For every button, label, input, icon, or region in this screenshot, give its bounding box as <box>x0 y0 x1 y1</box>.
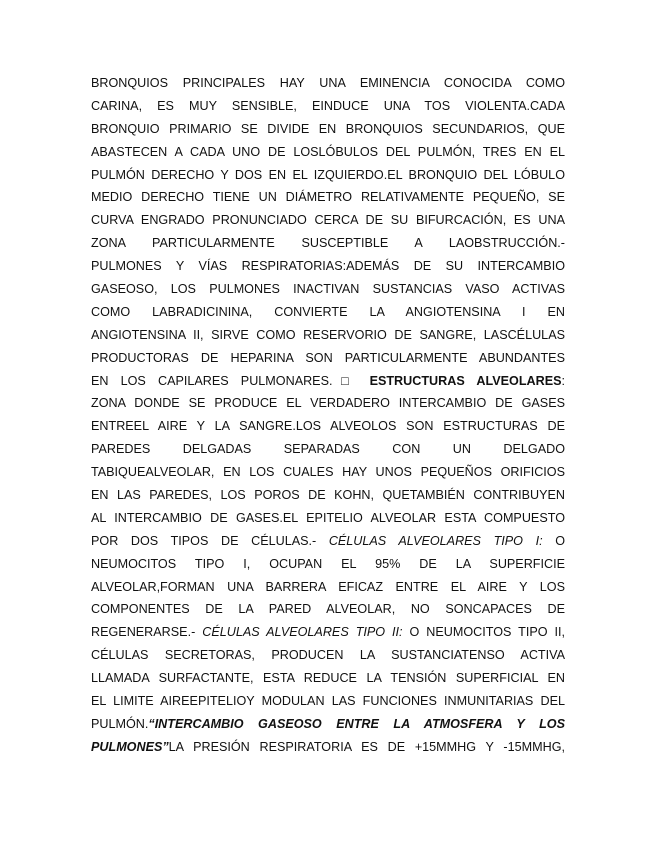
text-run: PULMÓN. <box>91 716 149 731</box>
text-line-intercambio-heading <box>91 713 565 736</box>
text-line: AL INTERCAMBIO DE GASES.EL EPITELIO ALVEOLAR ESTA COMPUESTO <box>91 510 565 525</box>
text-line: GASEOSO, LOS PULMONES INACTIVAN SUSTANCIAS VASO ACTIVAS <box>91 282 565 297</box>
text-line-heading-estructuras <box>91 370 565 393</box>
text-line: COMO LABRADICININA, CONVIERTE LA ANGIOTENSINA I EN <box>91 304 565 319</box>
text-line: PULMÓN DERECHO Y DOS EN EL IZQUIERDO.EL BRONQUIO DEL LÓBULO <box>91 167 565 182</box>
document-page <box>91 72 565 759</box>
text-line: MEDIO DERECHO TIENE UN DIÁMETRO RELATIVAMENTE PEQUEÑO, SE <box>91 190 565 205</box>
text-run: POR DOS TIPOS DE CÉLULAS.- <box>91 533 329 548</box>
text-line: EN LAS PAREDES, LOS POROS DE KOHN, QUETAMBIÉN CONTRIBUYEN <box>91 488 565 503</box>
text-line: LLAMADA SURFACTANTE, ESTA REDUCE LA TENSIÓN SUPERFICIAL EN <box>91 671 565 686</box>
text-line: CARINA, ES MUY SENSIBLE, EINDUCE UNA TOS VIOLENTA.CADA <box>91 98 565 113</box>
section-heading-estructuras-alveolares: ESTRUCTURAS ALVEOLARES <box>369 373 562 388</box>
italic-term-tipo-ii: CÉLULAS ALVEOLARES TIPO II: <box>202 625 403 640</box>
text-run: O NEUMOCITOS TIPO II, <box>402 625 565 640</box>
text-line: ZONA DONDE SE PRODUCE EL VERDADERO INTERCAMBIO DE GASES <box>91 396 565 411</box>
section-heading-intercambio-gaseoso: “INTERCAMBIO GASEOSO ENTRE LA ATMOSFERA Y LOS <box>148 716 565 731</box>
text-line: NEUMOCITOS TIPO I, OCUPAN EL 95% DE LA SUPERFICIE <box>91 556 565 571</box>
section-heading-pulmones: PULMONES” <box>91 739 169 754</box>
text-line-tipo-i <box>91 530 565 553</box>
text-run: : <box>561 373 565 388</box>
text-line-tipo-ii <box>91 621 565 644</box>
text-line: PAREDES DELGADAS SEPARADAS CON UN DELGADO <box>91 442 565 457</box>
text-run: REGENERARSE.- <box>91 625 203 640</box>
text-line: ANGIOTENSINA II, SIRVE COMO RESERVORIO DE SANGRE, LASCÉLULAS <box>91 327 565 342</box>
text-line: BRONQUIO PRIMARIO SE DIVIDE EN BRONQUIOS SECUNDARIOS, QUE <box>91 121 565 136</box>
text-line: TABIQUEALVEOLAR, EN LOS CUALES HAY UNOS PEQUEÑOS ORIFICIOS <box>91 465 565 480</box>
text-line: PRODUCTORAS DE HEPARINA SON PARTICULARMENTE ABUNDANTES <box>91 350 565 365</box>
text-line: CURVA ENGRADO PRONUNCIADO CERCA DE SU BIFURCACIÓN, ES UNA <box>91 213 565 228</box>
italic-term-tipo-i: CÉLULAS ALVEOLARES TIPO I: <box>328 533 543 548</box>
text-run: EN LOS CAPILARES PULMONARES. <box>91 373 333 388</box>
text-line: CÉLULAS SECRETORAS, PRODUCEN LA SUSTANCIATENSO ACTIVA <box>91 648 565 663</box>
text-line: COMPONENTES DE LA PARED ALVEOLAR, NO SONCAPACES DE <box>91 602 565 617</box>
text-line: PULMONES Y VÍAS RESPIRATORIAS:ADEMÁS DE SU INTERCAMBIO <box>91 259 565 274</box>
text-run: LA PRESIÓN RESPIRATORIA ES DE +15MMHG Y -15MMHG, <box>168 739 565 754</box>
text-line-presion <box>91 736 565 759</box>
text-line: ALVEOLAR,FORMAN UNA BARRERA EFICAZ ENTRE EL AIRE Y LOS <box>91 579 565 594</box>
text-line: ABASTECEN A CADA UNO DE LOSLÓBULOS DEL PULMÓN, TRES EN EL <box>91 144 565 159</box>
text-line: BRONQUIOS PRINCIPALES HAY UNA EMINENCIA CONOCIDA COMO <box>91 76 565 90</box>
text-line: EL LIMITE AIREEPITELIOY MODULAN LAS FUNCIONES INMUNITARIAS DEL <box>91 694 565 709</box>
text-line: ENTREEL AIRE Y LA SANGRE.LOS ALVEOLOS SON ESTRUCTURAS DE <box>91 419 565 434</box>
text-line: ZONA PARTICULARMENTE SUSCEPTIBLE A LAOBSTRUCCIÓN.- <box>91 236 565 251</box>
text-run: O <box>542 533 565 548</box>
missing-glyph-box: □ <box>332 373 358 388</box>
